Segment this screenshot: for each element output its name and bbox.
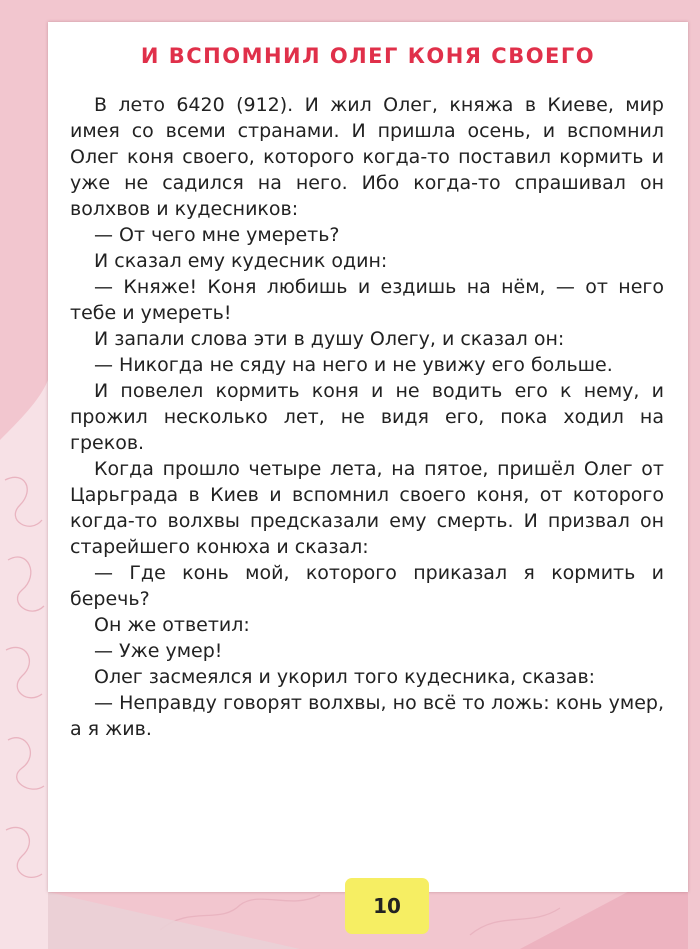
text-page: [48, 22, 688, 892]
paragraph-9: — Где конь мой, которого приказал я кормить и беречь?: [70, 562, 664, 610]
page-number-badge: 10: [345, 878, 429, 934]
paragraph-10: Он же ответил:: [94, 614, 250, 636]
paragraph-6: — Никогда не сяду на него и не увижу его больше.: [94, 354, 613, 376]
story-title: И ВСПОМНИЛ ОЛЕГ КОНЯ СВОЕГО: [140, 44, 596, 68]
paragraph-13: — Неправду говорят волхвы, но всё то ложь: конь умер, а я жив.: [70, 692, 664, 740]
paragraph-2: — От чего мне умереть?: [94, 224, 340, 246]
story-text: [70, 92, 664, 742]
paragraph-3: И сказал ему кудесник один:: [94, 250, 388, 272]
paragraph-1: В лето 6420 (912). И жил Олег, княжа в Киеве, мир имея со всеми странами. И пришла осень, и вспомнил Олег коня своего, которого когда-то поставил кормить и уже не садился на него. Ибо когда-то спрашивал он волхвов и кудесников:: [70, 94, 664, 220]
paragraph-7: И повелел кормить коня и не водить его к нему, и прожил несколько лет, не видя его, пока ходил на греков.: [70, 380, 664, 454]
paragraph-11: — Уже умер!: [94, 640, 223, 662]
paragraph-8: Когда прошло четыре лета, на пятое, пришёл Олег от Царьграда в Киев и вспомнил своего коня, от которого когда-то волхвы предсказали ему смерть. И призвал он старейшего конюха и сказал:: [70, 458, 664, 558]
paragraph-12: Олег засмеялся и укорил того кудесника, сказав:: [94, 666, 596, 688]
paragraph-5: И запали слова эти в душу Олегу, и сказал он:: [94, 328, 565, 350]
paragraph-4: — Княже! Коня любишь и ездишь на нём, — от него тебе и умереть!: [70, 276, 664, 324]
